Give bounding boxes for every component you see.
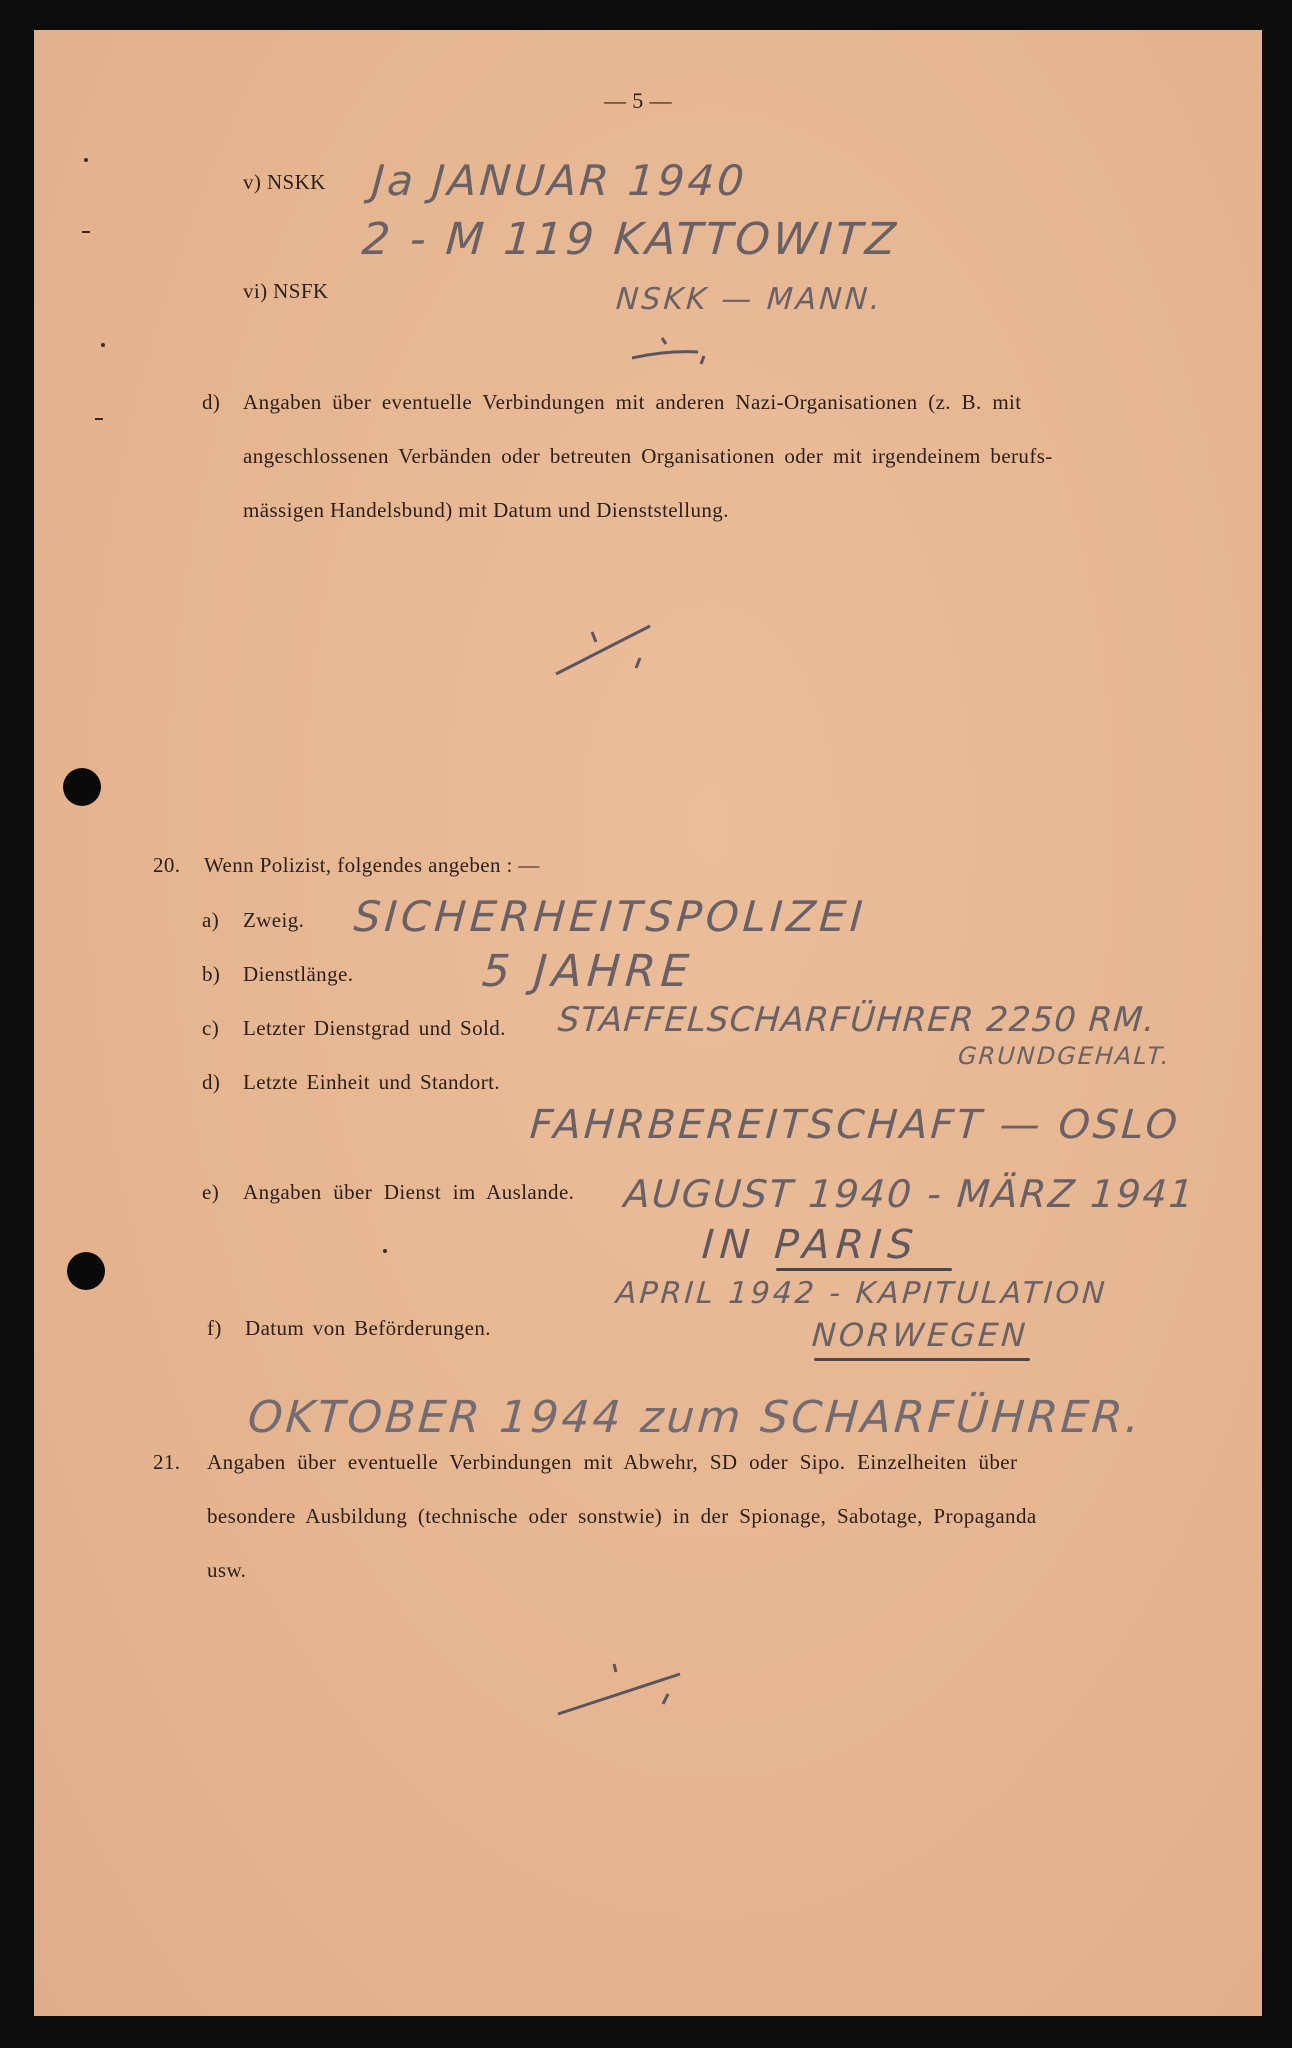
item-c-marker: c) (202, 1016, 220, 1040)
item-b-marker: b) (202, 962, 221, 986)
item-d-line2: angeschlossenen Verbänden oder betreuten Organisationen oder mit irgendeinem berufs- (243, 444, 1053, 468)
item-a-label: Zweig. (243, 908, 305, 932)
item-b-label: Dienstlänge. (243, 962, 354, 986)
item-c-label: Letzter Dienstgrad und Sold. (243, 1016, 506, 1040)
section-20-heading: Wenn Polizist, folgendes angeben : — (204, 853, 540, 877)
nil-mark-3 (556, 1660, 686, 1720)
nil-mark-1 (628, 330, 708, 370)
item-d20-label: Letzte Einheit und Standort. (243, 1070, 500, 1094)
section-20-number: 20. (153, 853, 181, 877)
punch-hole-bottom (67, 1252, 105, 1290)
punch-hole-top (63, 768, 101, 806)
item-e-label: Angaben über Dienst im Auslande. (243, 1180, 575, 1204)
item-d-line1: Angaben über eventuelle Verbindungen mit anderen Nazi-Organisationen (z. B. mit (243, 390, 1022, 414)
item-e-value-2: IN PARIS (700, 1222, 921, 1268)
item-d-marker: d) (202, 390, 221, 414)
item-f-value: OKTOBER 1944 zum SCHARFÜHRER. (246, 1392, 1145, 1443)
margin-speck (95, 418, 103, 420)
item-vi-label: vi) NSFK (243, 279, 329, 303)
margin-speck (82, 231, 90, 233)
page-number: — 5 — (604, 88, 672, 113)
section-21-number: 21. (153, 1450, 181, 1474)
item-c-value: STAFFELSCHARFÜHRER 2250 RM. (556, 1000, 1157, 1040)
item-f-label: Datum von Beförderungen. (245, 1316, 491, 1340)
item-d20-marker: d) (202, 1070, 221, 1094)
item-a-value: SICHERHEITSPOLIZEI (352, 892, 869, 941)
item-e-underline (776, 1268, 952, 1271)
item-e-value-1: AUGUST 1940 - MÄRZ 1941 (622, 1172, 1197, 1216)
item-d-line3: mässigen Handelsbund) mit Datum und Dienststellung. (243, 498, 729, 522)
item-c-value-2: GRUNDGEHALT. (957, 1042, 1172, 1070)
section-21-line3: usw. (207, 1558, 247, 1582)
item-v-label: v) NSKK (243, 170, 326, 194)
margin-speck (101, 343, 105, 347)
item-v-handwritten-line2: 2 - M 119 KATTOWITZ (360, 214, 901, 265)
item-f-marker: f) (207, 1316, 222, 1340)
item-f-underline (814, 1358, 1030, 1361)
stray-mark (383, 1249, 387, 1253)
item-d20-value: FAHRBEREITSCHAFT — OSLO (528, 1102, 1182, 1148)
nil-mark-2 (552, 618, 662, 678)
section-21-line2: besondere Ausbildung (technische oder sonstwie) in der Spionage, Sabotage, Propaganda (207, 1504, 1037, 1528)
margin-speck (84, 158, 88, 162)
item-e-value-3: APRIL 1942 - KAPITULATION (614, 1276, 1109, 1311)
item-e-value-4: NORWEGEN (810, 1316, 1030, 1354)
item-vi-handwritten: NSKK — MANN. (614, 282, 884, 317)
item-a-marker: a) (202, 908, 220, 932)
item-v-handwritten-line1: Ja JANUAR 1940 (370, 156, 749, 205)
section-21-line1: Angaben über eventuelle Verbindungen mit Abwehr, SD oder Sipo. Einzelheiten über (207, 1450, 1018, 1474)
item-e-marker: e) (202, 1180, 220, 1204)
item-b-value: 5 JAHRE (480, 946, 696, 997)
